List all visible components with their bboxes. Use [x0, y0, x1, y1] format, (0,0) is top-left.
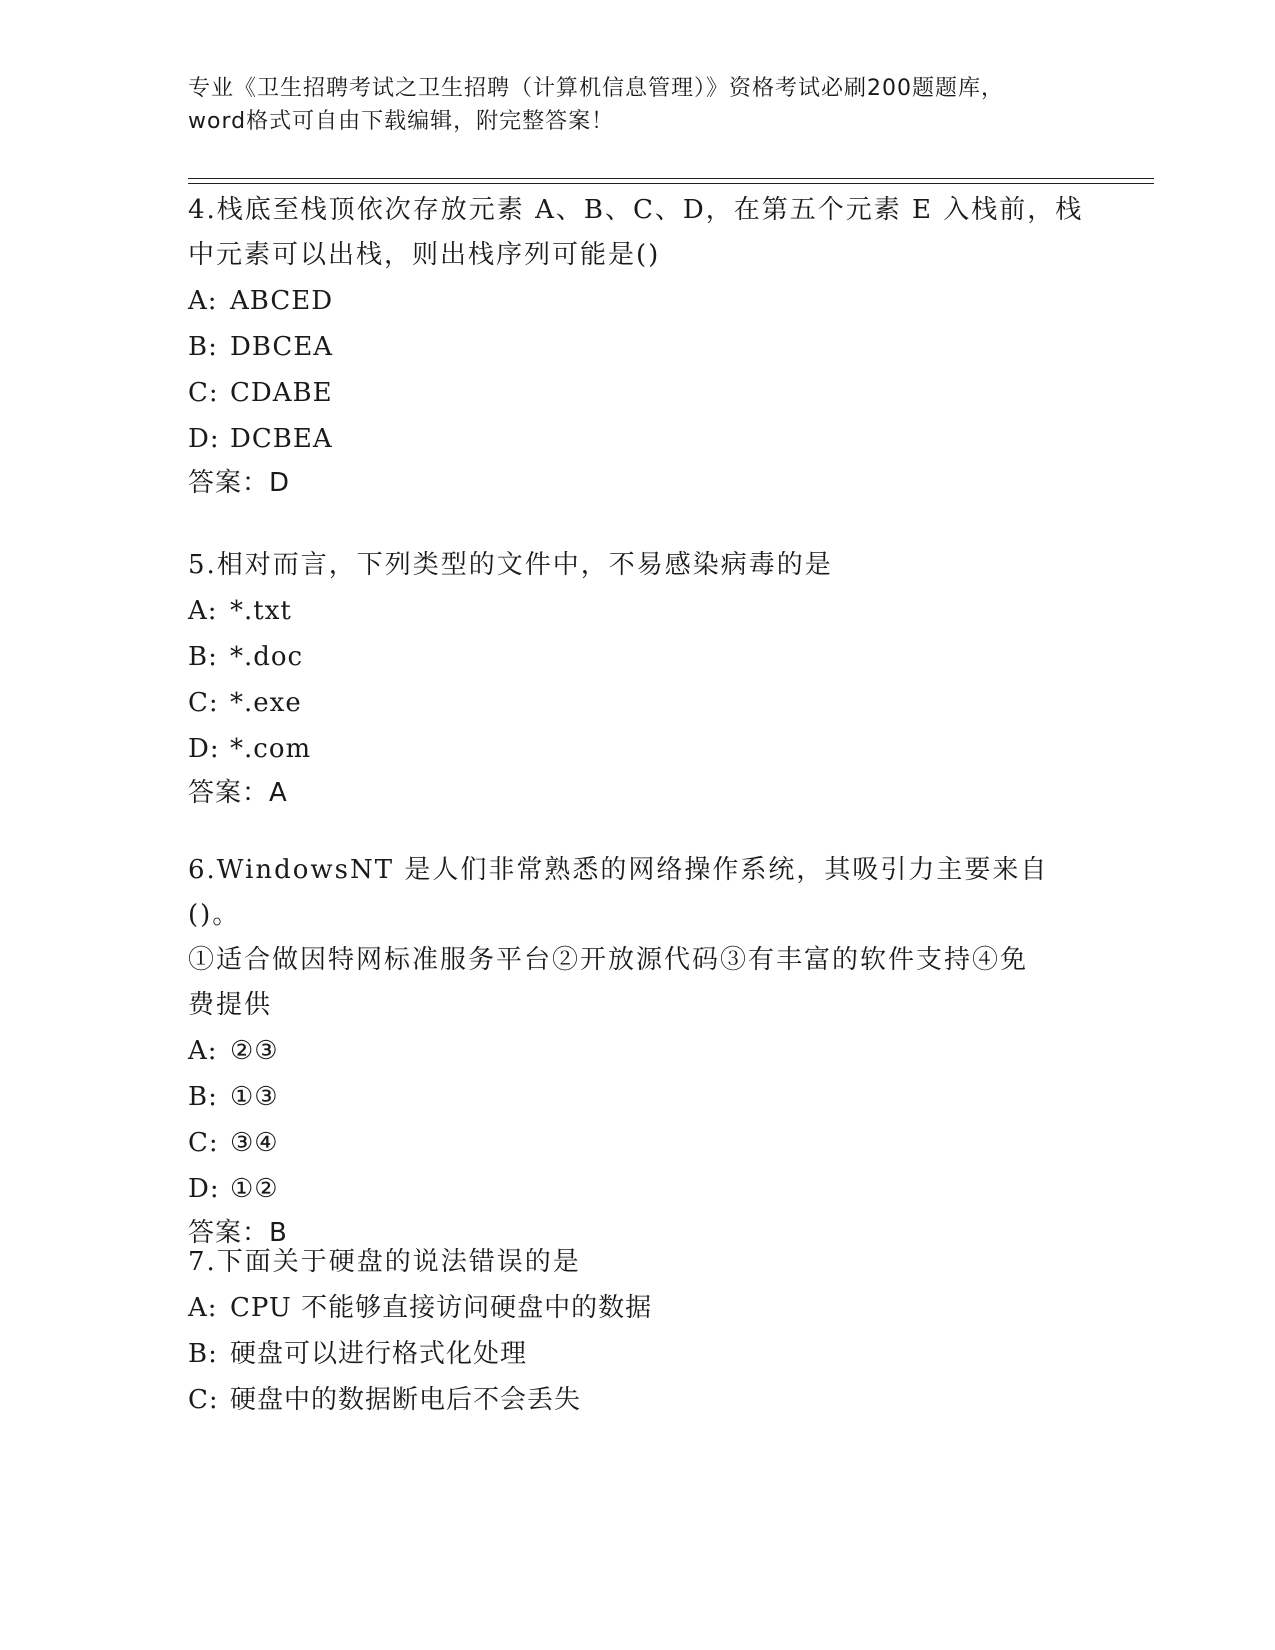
option-text: 硬盘中的数据断电后不会丢失	[230, 1385, 582, 1415]
option-b	[188, 634, 1088, 680]
option-text: DCBEA	[230, 424, 333, 454]
option-letter: B:	[188, 1339, 218, 1369]
option-letter: C:	[188, 688, 219, 718]
option-text: DBCEA	[230, 332, 334, 362]
option-b	[188, 1331, 1088, 1377]
option-a	[188, 1285, 1088, 1331]
question-6	[188, 848, 1088, 1254]
answer-line: 答案：A	[188, 778, 288, 808]
option-a	[188, 588, 1088, 634]
header-divider-top	[188, 178, 1154, 179]
option-c	[188, 370, 1088, 416]
option-d	[188, 416, 1088, 462]
question-4	[188, 188, 1088, 504]
option-letter: B:	[188, 332, 218, 362]
answer-line: 答案：B	[188, 1218, 288, 1248]
option-d	[188, 726, 1088, 772]
option-letter: A:	[188, 1036, 218, 1066]
option-a	[188, 278, 1088, 324]
answer-line: 答案：D	[188, 468, 291, 498]
header-line-2: word格式可自由下载编辑，附完整答案！	[188, 109, 615, 134]
option-text: CPU 不能够直接访问硬盘中的数据	[230, 1293, 653, 1323]
option-letter: D:	[188, 1174, 220, 1204]
option-letter: C:	[188, 1385, 219, 1415]
option-letter: A:	[188, 1293, 218, 1323]
option-text: ABCED	[230, 286, 334, 316]
question-stem-line: 中元素可以出栈，则出栈序列可能是()	[188, 240, 661, 270]
option-letter: D:	[188, 424, 220, 454]
option-a	[188, 1028, 1088, 1074]
option-c	[188, 680, 1088, 726]
question-stem-line: 7.下面关于硬盘的说法错误的是	[188, 1247, 581, 1277]
question-stem-line: 6.WindowsNT 是人们非常熟悉的网络操作系统，其吸引力主要来自()。	[188, 855, 1049, 930]
option-letter: B:	[188, 642, 218, 672]
question-5	[188, 543, 1088, 814]
option-letter: A:	[188, 596, 218, 626]
option-letter: C:	[188, 378, 219, 408]
option-text: *.txt	[230, 596, 292, 626]
option-letter: C:	[188, 1128, 219, 1158]
question-stem-line: 5.相对而言，下列类型的文件中，不易感染病毒的是	[188, 550, 833, 580]
question-stem-line: 4.栈底至栈顶依次存放元素 A、B、C、D，在第五个元素 E 入栈前，栈	[188, 195, 1084, 225]
option-b	[188, 324, 1088, 370]
option-letter: B:	[188, 1082, 218, 1112]
option-letter: D:	[188, 734, 220, 764]
option-c	[188, 1377, 1088, 1423]
option-text: ③④	[230, 1128, 279, 1158]
option-text: ①②	[230, 1174, 279, 1204]
option-text: ①③	[230, 1082, 279, 1112]
option-text: 硬盘可以进行格式化处理	[230, 1339, 528, 1369]
question-stem-line: 费提供	[188, 990, 273, 1020]
question-7	[188, 1240, 1088, 1423]
option-text: *.doc	[230, 642, 304, 672]
header-line-1: 专业《卫生招聘考试之卫生招聘（计算机信息管理）》资格考试必刷200题题库，	[188, 76, 1004, 101]
option-text: ②③	[230, 1036, 279, 1066]
option-letter: A:	[188, 286, 218, 316]
option-text: *.com	[230, 734, 312, 764]
document-header	[188, 72, 1088, 138]
question-stem-line: ①适合做因特网标准服务平台②开放源代码③有丰富的软件支持④免	[188, 945, 1029, 975]
option-d	[188, 1166, 1088, 1212]
header-divider-bottom	[188, 183, 1154, 184]
option-text: CDABE	[230, 378, 333, 408]
option-b	[188, 1074, 1088, 1120]
option-text: *.exe	[230, 688, 302, 718]
option-c	[188, 1120, 1088, 1166]
